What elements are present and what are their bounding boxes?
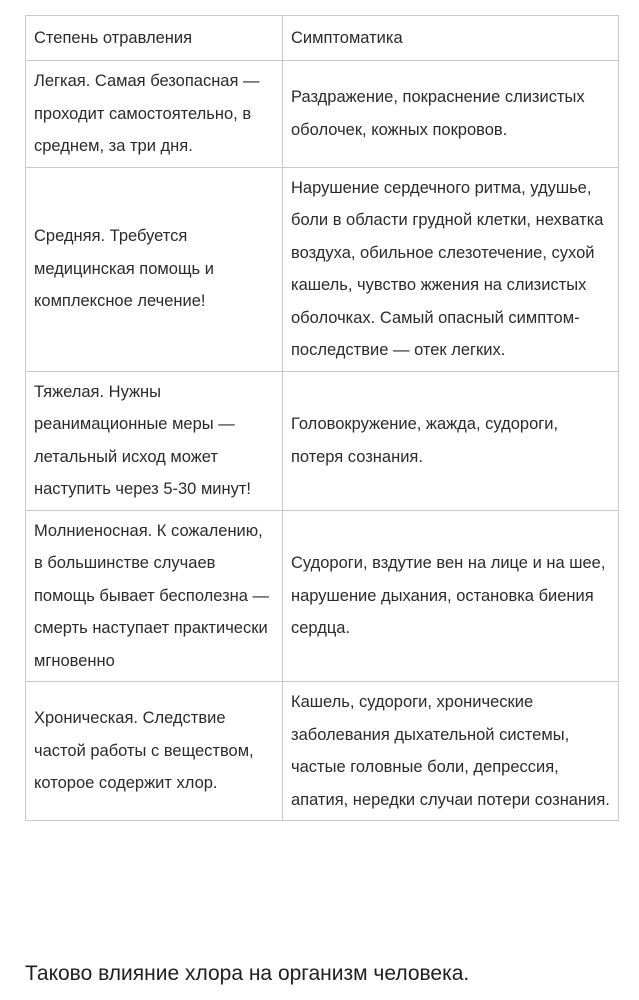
cell-symptoms: Судороги, вздутие вен на лице и на шее, нарушение дыхания, остановка биения сердца. xyxy=(283,510,619,682)
cell-degree: Тяжелая. Нужны реанимационные меры — летальный исход может наступить через 5-30 минут! xyxy=(26,371,283,510)
cell-symptoms: Нарушение сердечного ритма, удушье, боли в области грудной клетки, нехватка воздуха, обильное слезотечение, сухой кашель, чувство жжения на слизистых оболочках. Самый опасный симптом-последствие — отек легких. xyxy=(283,167,619,371)
footer-paragraph: Таково влияние хлора на организм человека. xyxy=(25,962,470,985)
cell-symptoms: Кашель, судороги, хронические заболевания дыхательной системы, частые головные боли, депрессия, апатия, нередки случаи потери сознания. xyxy=(283,682,619,821)
cell-degree: Молниеносная. К сожалению, в большинстве случаев помощь бывает бесполезна — смерть наступает практически мгновенно xyxy=(26,510,283,682)
table-row xyxy=(26,682,619,821)
table-row xyxy=(26,167,619,371)
cell-symptoms: Раздражение, покраснение слизистых оболочек, кожных покровов. xyxy=(283,61,619,168)
table-header-row xyxy=(26,16,619,61)
table-row xyxy=(26,61,619,168)
poisoning-table xyxy=(25,15,619,821)
cell-degree: Легкая. Самая безопасная — проходит самостоятельно, в среднем, за три дня. xyxy=(26,61,283,168)
cell-symptoms: Головокружение, жажда, судороги, потеря сознания. xyxy=(283,371,619,510)
cell-degree: Средняя. Требуется медицинская помощь и комплексное лечение! xyxy=(26,167,283,371)
cell-degree: Хроническая. Следствие частой работы с веществом, которое содержит хлор. xyxy=(26,682,283,821)
table-row xyxy=(26,510,619,682)
table-row xyxy=(26,371,619,510)
header-symptoms: Симптоматика xyxy=(283,16,619,61)
header-degree: Степень отравления xyxy=(26,16,283,61)
